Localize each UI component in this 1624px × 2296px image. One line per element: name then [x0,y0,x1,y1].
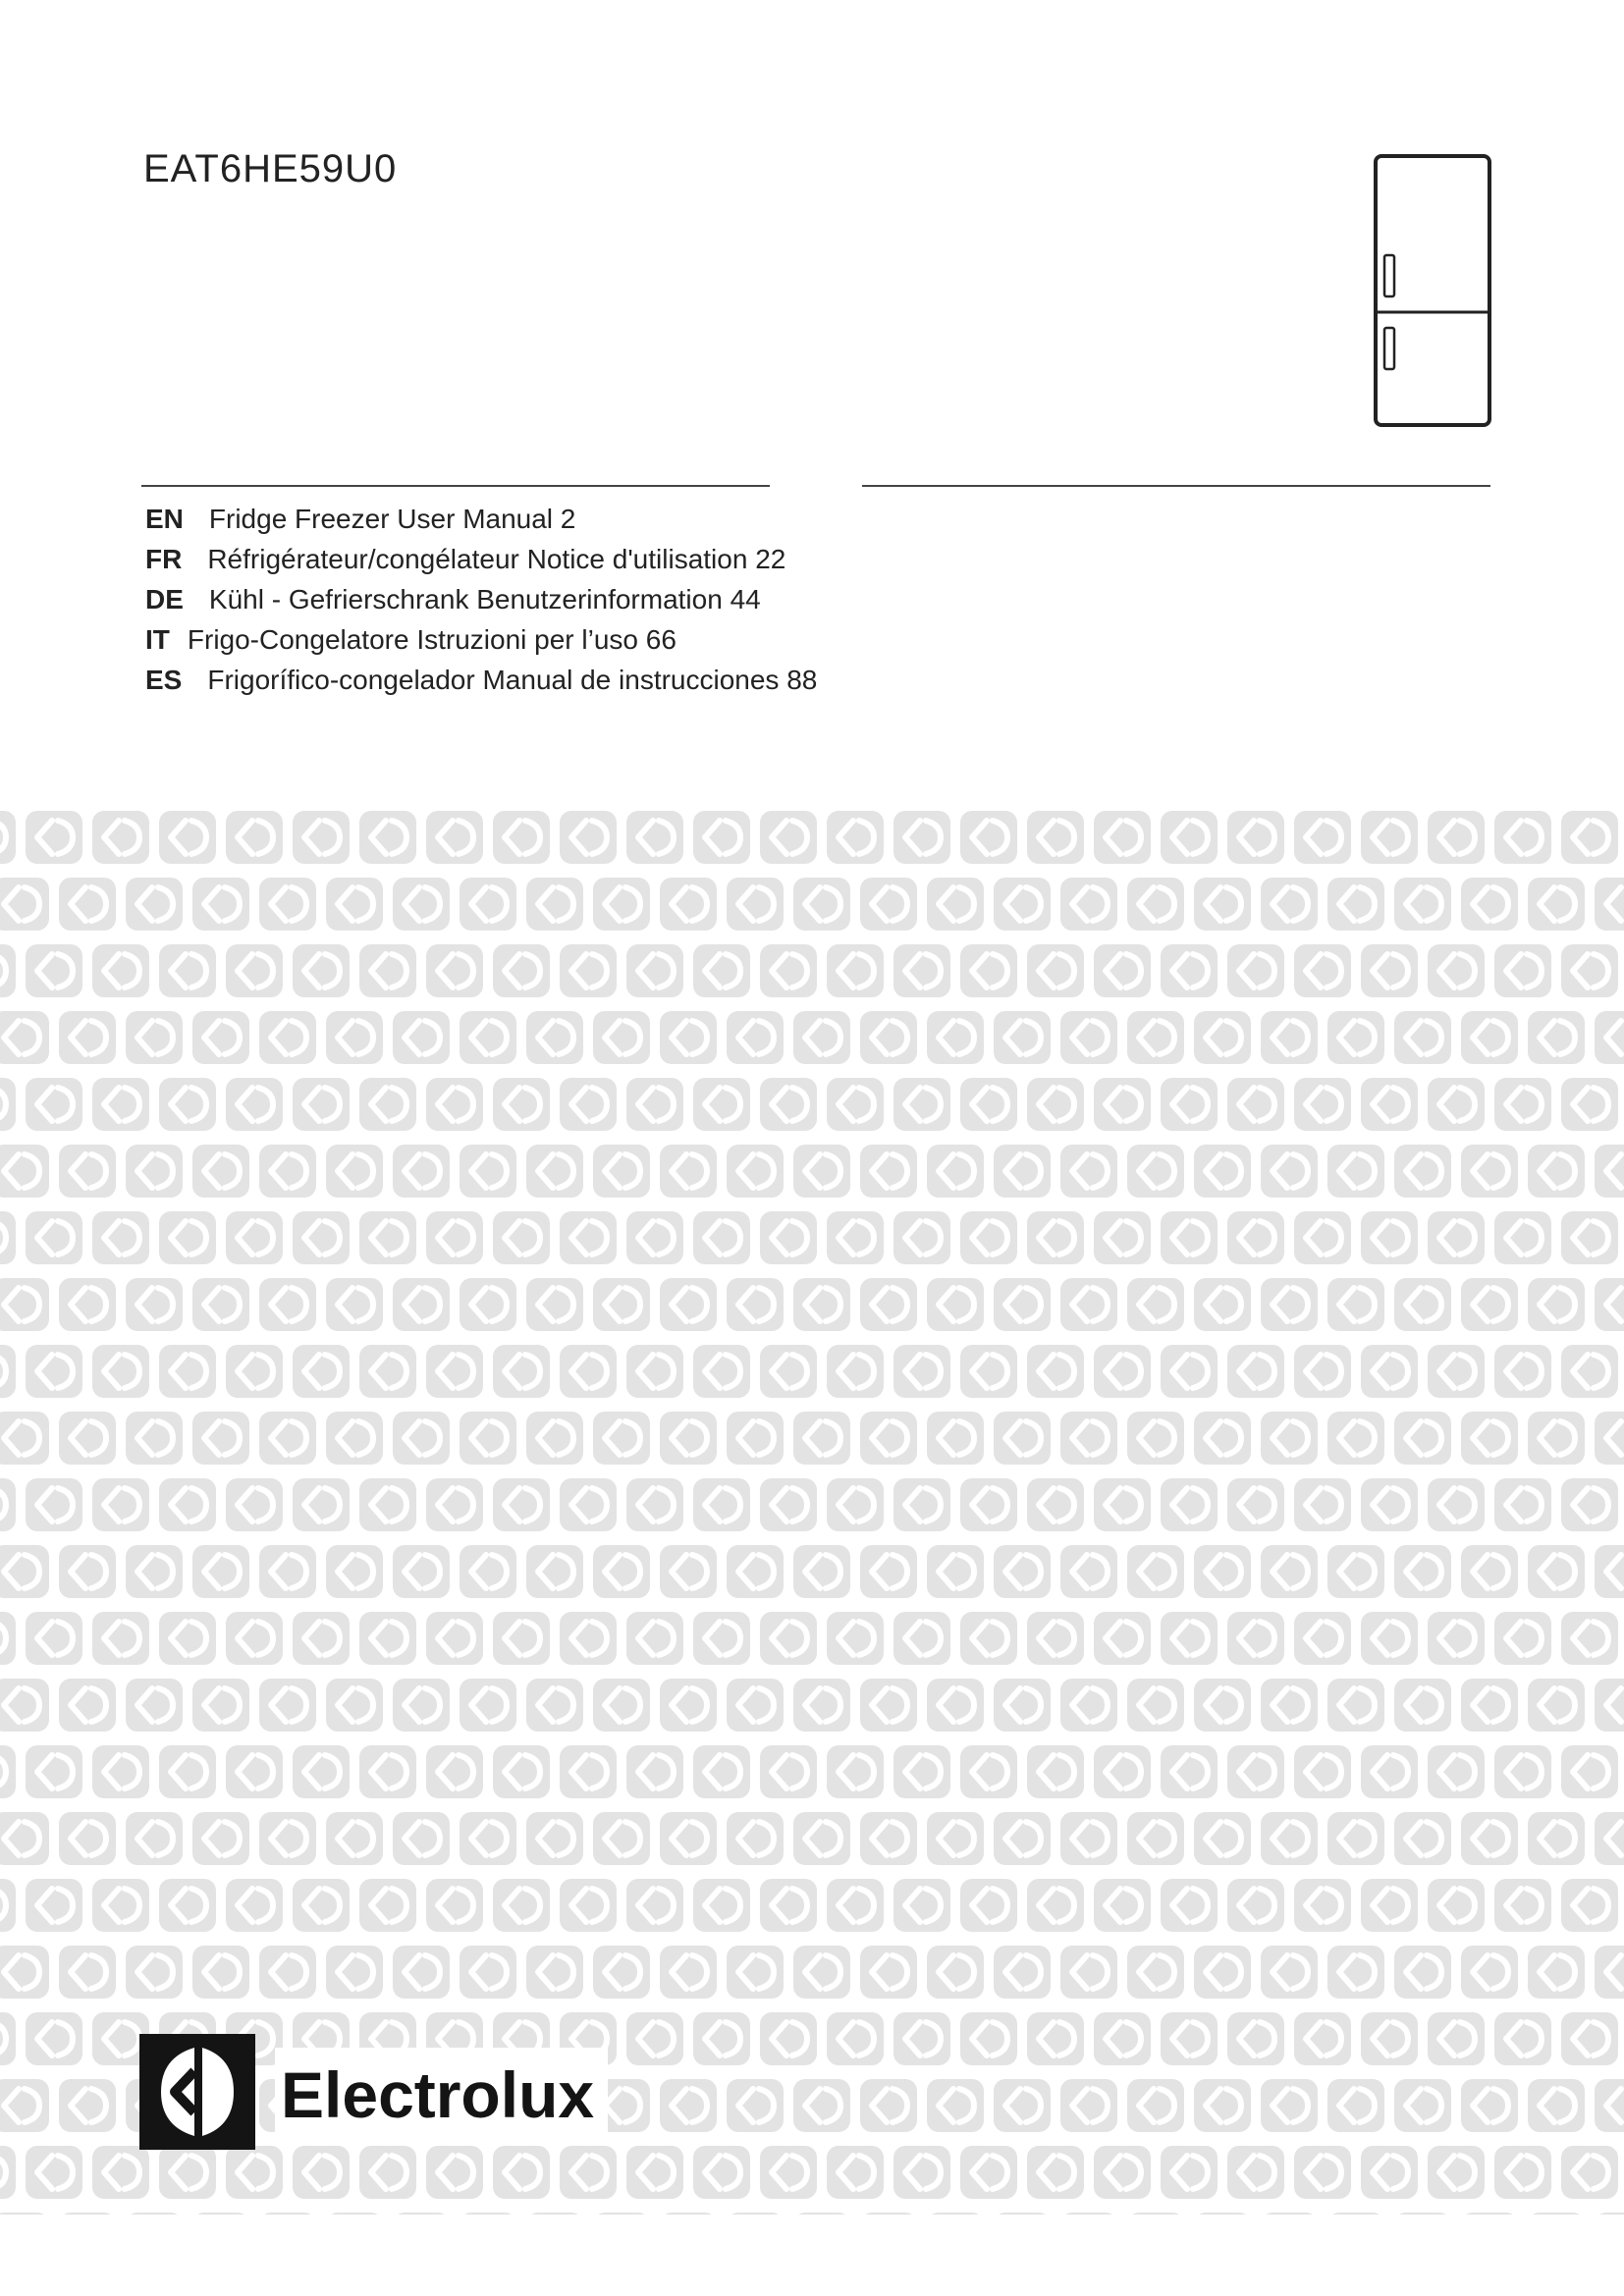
language-title: Kühl - Gefrierschrank Benutzerinformation 44 [208,584,761,614]
language-title: Frigorífico-congelador Manual de instrucciones 88 [207,665,818,695]
language-title: Fridge Freezer User Manual 2 [208,504,576,534]
language-row-de [145,579,817,619]
divider-right [862,485,1490,487]
electrolux-logo-icon [139,2034,255,2150]
language-row-en [145,499,817,539]
language-list [145,499,817,700]
language-row-es [145,660,817,700]
language-code: IT [145,624,170,655]
brand-wordmark: Electrolux [275,2048,608,2142]
language-code: FR [145,544,183,574]
language-title: Frigo-Congelatore Istruzioni per l’uso 66 [187,624,677,655]
divider-left [141,485,770,487]
electrolux-pattern-icon [0,811,1624,2215]
language-code: ES [145,665,183,695]
language-row-it [145,619,817,660]
language-title: Réfrigérateur/congélateur Notice d'utilisation 22 [207,544,786,574]
language-row-fr [145,539,817,579]
language-code: DE [145,584,184,614]
model-number: EAT6HE59U0 [143,147,398,190]
fridge-freezer-icon [1373,153,1492,428]
language-code: EN [145,504,184,534]
